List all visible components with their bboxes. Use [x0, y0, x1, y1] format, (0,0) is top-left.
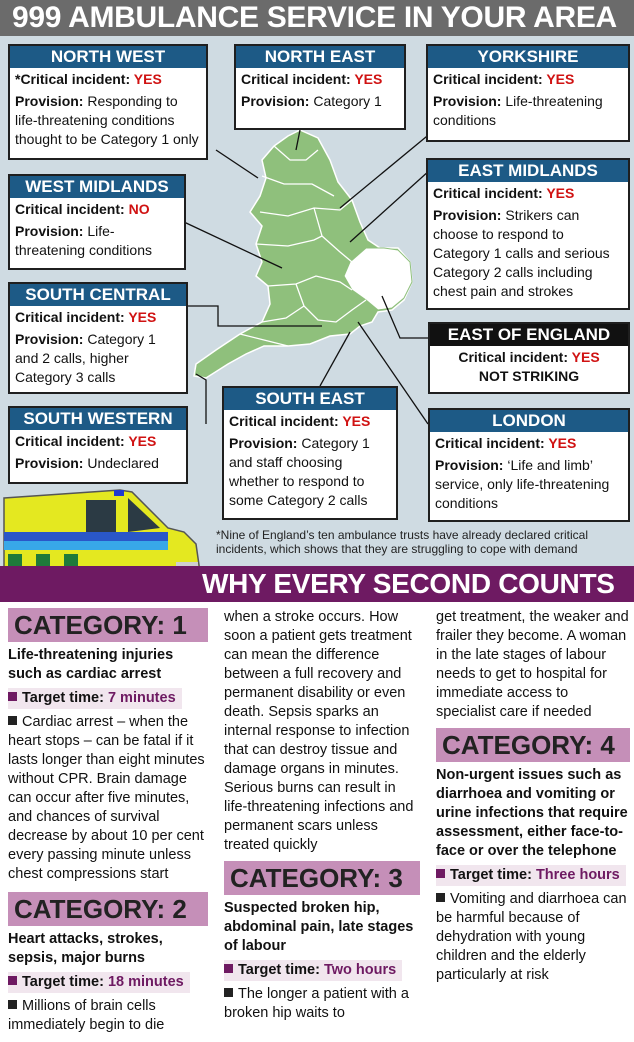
bullet-icon — [224, 964, 233, 973]
footnote: *Nine of England’s ten ambulance trusts have already declared critical incidents, which shows that they are struggling to cope with demand — [216, 528, 588, 556]
provision-text: Life-threatening conditions — [433, 93, 603, 128]
region-name: EAST MIDLANDS — [428, 160, 628, 182]
pointer-south-east — [320, 332, 350, 386]
column-right — [436, 608, 630, 985]
critical-incident-status: YES — [571, 349, 600, 365]
section-title: WHY EVERY SECOND COUNTS — [202, 568, 615, 599]
bullet-icon — [8, 1000, 17, 1009]
bullet-icon — [8, 976, 17, 985]
critical-incident-status: YES — [128, 309, 157, 325]
region-name: NORTH WEST — [10, 46, 206, 68]
pointer-yorkshire — [340, 132, 432, 208]
region-name: EAST OF ENGLAND — [430, 324, 628, 346]
category-4-target: Target time: Three hours — [436, 865, 626, 886]
column-left — [8, 608, 208, 1035]
category-3-description: Suspected broken hip, abdominal pain, late stages of labour — [224, 900, 414, 954]
region-name: SOUTH WESTERN — [10, 408, 186, 430]
region-name: YORKSHIRE — [428, 46, 628, 68]
critical-incident-status: YES — [128, 433, 157, 449]
region-name: NORTH EAST — [236, 46, 404, 68]
critical-incident-status: YES — [548, 435, 577, 451]
pointer-north-west — [216, 150, 258, 178]
category-4-body: Vomiting and diarrhoea can be harmful because of dehydration with young children and the elderly particularly at risk — [436, 891, 627, 983]
critical-incident-status: YES — [342, 413, 371, 429]
category-2-target: Target time: 18 minutes — [8, 972, 190, 993]
pointer-south-western — [196, 374, 206, 424]
provision-text: Life-threatening conditions — [15, 223, 152, 258]
region-south-east: SOUTH EAST Critical incident: YES Provision: Category 1 and staff choosing whether to respond to some Category 2 calls — [222, 386, 398, 520]
region-south-western: SOUTH WESTERN Critical incident: YES Provision: Undeclared — [8, 406, 188, 484]
page-title: 999 AMBULANCE SERVICE IN YOUR AREA — [12, 1, 617, 34]
bullet-icon — [224, 988, 233, 997]
category-3-target: Target time: Two hours — [224, 960, 402, 981]
provision-text: Category 1 — [309, 93, 382, 109]
provision-text: Category 1 and 2 calls, higher Category 3 calls — [15, 331, 156, 385]
category-4-description: Non-urgent issues such as diarrhoea and vomiting or urine infections that require assessment, either face-to-face or over the telephone — [436, 767, 628, 859]
region-name: SOUTH EAST — [224, 388, 396, 410]
category-4-title: CATEGORY: 4 — [436, 728, 630, 762]
column-middle — [224, 608, 420, 1023]
region-london: LONDON Critical incident: YES Provision: ‘Life and limb’ service, only life-threatening conditions — [428, 408, 630, 522]
region-name: SOUTH CENTRAL — [10, 284, 186, 306]
category-2-body-continued: when a stroke occurs. How soon a patient gets treatment can mean the difference between a full recovery and permanent disability or even death. Sepsis sparks an internal response to infection that can destroy tissue and damage organs in minutes. Serious burns can result in life-threatening infections and permanent scars unless treated quickly — [224, 609, 414, 853]
region-north-west: NORTH WEST *Critical incident: YES Provision: Responding to life-threatening conditions thought to be Category 1 only — [8, 44, 208, 160]
category-2-body-start: Millions of brain cells immediately begin to die — [8, 998, 165, 1033]
region-east-of-england: EAST OF ENGLAND Critical incident: YES NOT STRIKING — [428, 322, 630, 394]
category-1-target: Target time: 7 minutes — [8, 688, 182, 709]
region-north-east: NORTH EAST Critical incident: YES Provision: Category 1 — [234, 44, 406, 130]
critical-incident-status: YES — [546, 71, 575, 87]
critical-incident-status: YES — [354, 71, 383, 87]
critical-incident-status: NO — [128, 201, 150, 217]
provision-text: Responding to life-threatening conditions thought to be Category 1 only — [15, 93, 199, 147]
region-yorkshire: YORKSHIRE Critical incident: YES Provision: Life-threatening conditions — [426, 44, 630, 142]
region-east-midlands: EAST MIDLANDS Critical incident: YES Provision: Strikers can choose to respond to Category 1 calls and serious Category 2 calls including chest pain and strokes — [426, 158, 630, 310]
provision-text: Undeclared — [83, 455, 159, 471]
category-1-title: CATEGORY: 1 — [8, 608, 208, 642]
category-3-title: CATEGORY: 3 — [224, 861, 420, 895]
provision-text: ‘Life and limb’ service, only life-threatening conditions — [435, 457, 610, 511]
region-name: WEST MIDLANDS — [10, 176, 184, 198]
region-west-midlands: WEST MIDLANDS Critical incident: NO Provision: Life-threatening conditions — [8, 174, 186, 270]
provision-text: Category 1 and staff choosing whether to respond to some Category 2 calls — [229, 435, 370, 508]
bullet-icon — [436, 869, 445, 878]
critical-incident-status: YES — [546, 185, 575, 201]
strike-status: NOT STRIKING — [478, 368, 580, 384]
category-3-body-continued: get treatment, the weaker and frailer they become. A woman in the late stages of labour needs to get to hospital for immediate access to specialist care if needed — [436, 609, 629, 720]
category-1-description: Life-threatening injuries such as cardiac arrest — [8, 647, 174, 682]
bullet-icon — [436, 893, 445, 902]
region-name: LONDON — [430, 410, 628, 432]
category-3-body-start: The longer a patient with a broken hip waits to — [224, 986, 409, 1021]
bullet-icon — [8, 716, 17, 725]
pointer-east-midlands — [350, 170, 430, 242]
critical-incident-status: YES — [133, 71, 162, 87]
section-bar — [0, 566, 634, 602]
category-1-body: Cardiac arrest – when the heart stops – can be fatal if it lasts longer than eight minutes without CPR. Brain damage can occur after five minutes, and chances of survival decrease by about 10 per cent every passing minute unless chest compressions start — [8, 714, 205, 882]
category-2-title: CATEGORY: 2 — [8, 892, 208, 926]
category-2-description: Heart attacks, strokes, sepsis, major burns — [8, 931, 163, 966]
provision-text: Strikers can choose to respond to Category 1 calls and serious Category 2 calls including chest pain and strokes — [433, 207, 610, 299]
bullet-icon — [8, 692, 17, 701]
region-south-central: SOUTH CENTRAL Critical incident: YES Provision: Category 1 and 2 calls, higher Category 3 calls — [8, 282, 188, 394]
